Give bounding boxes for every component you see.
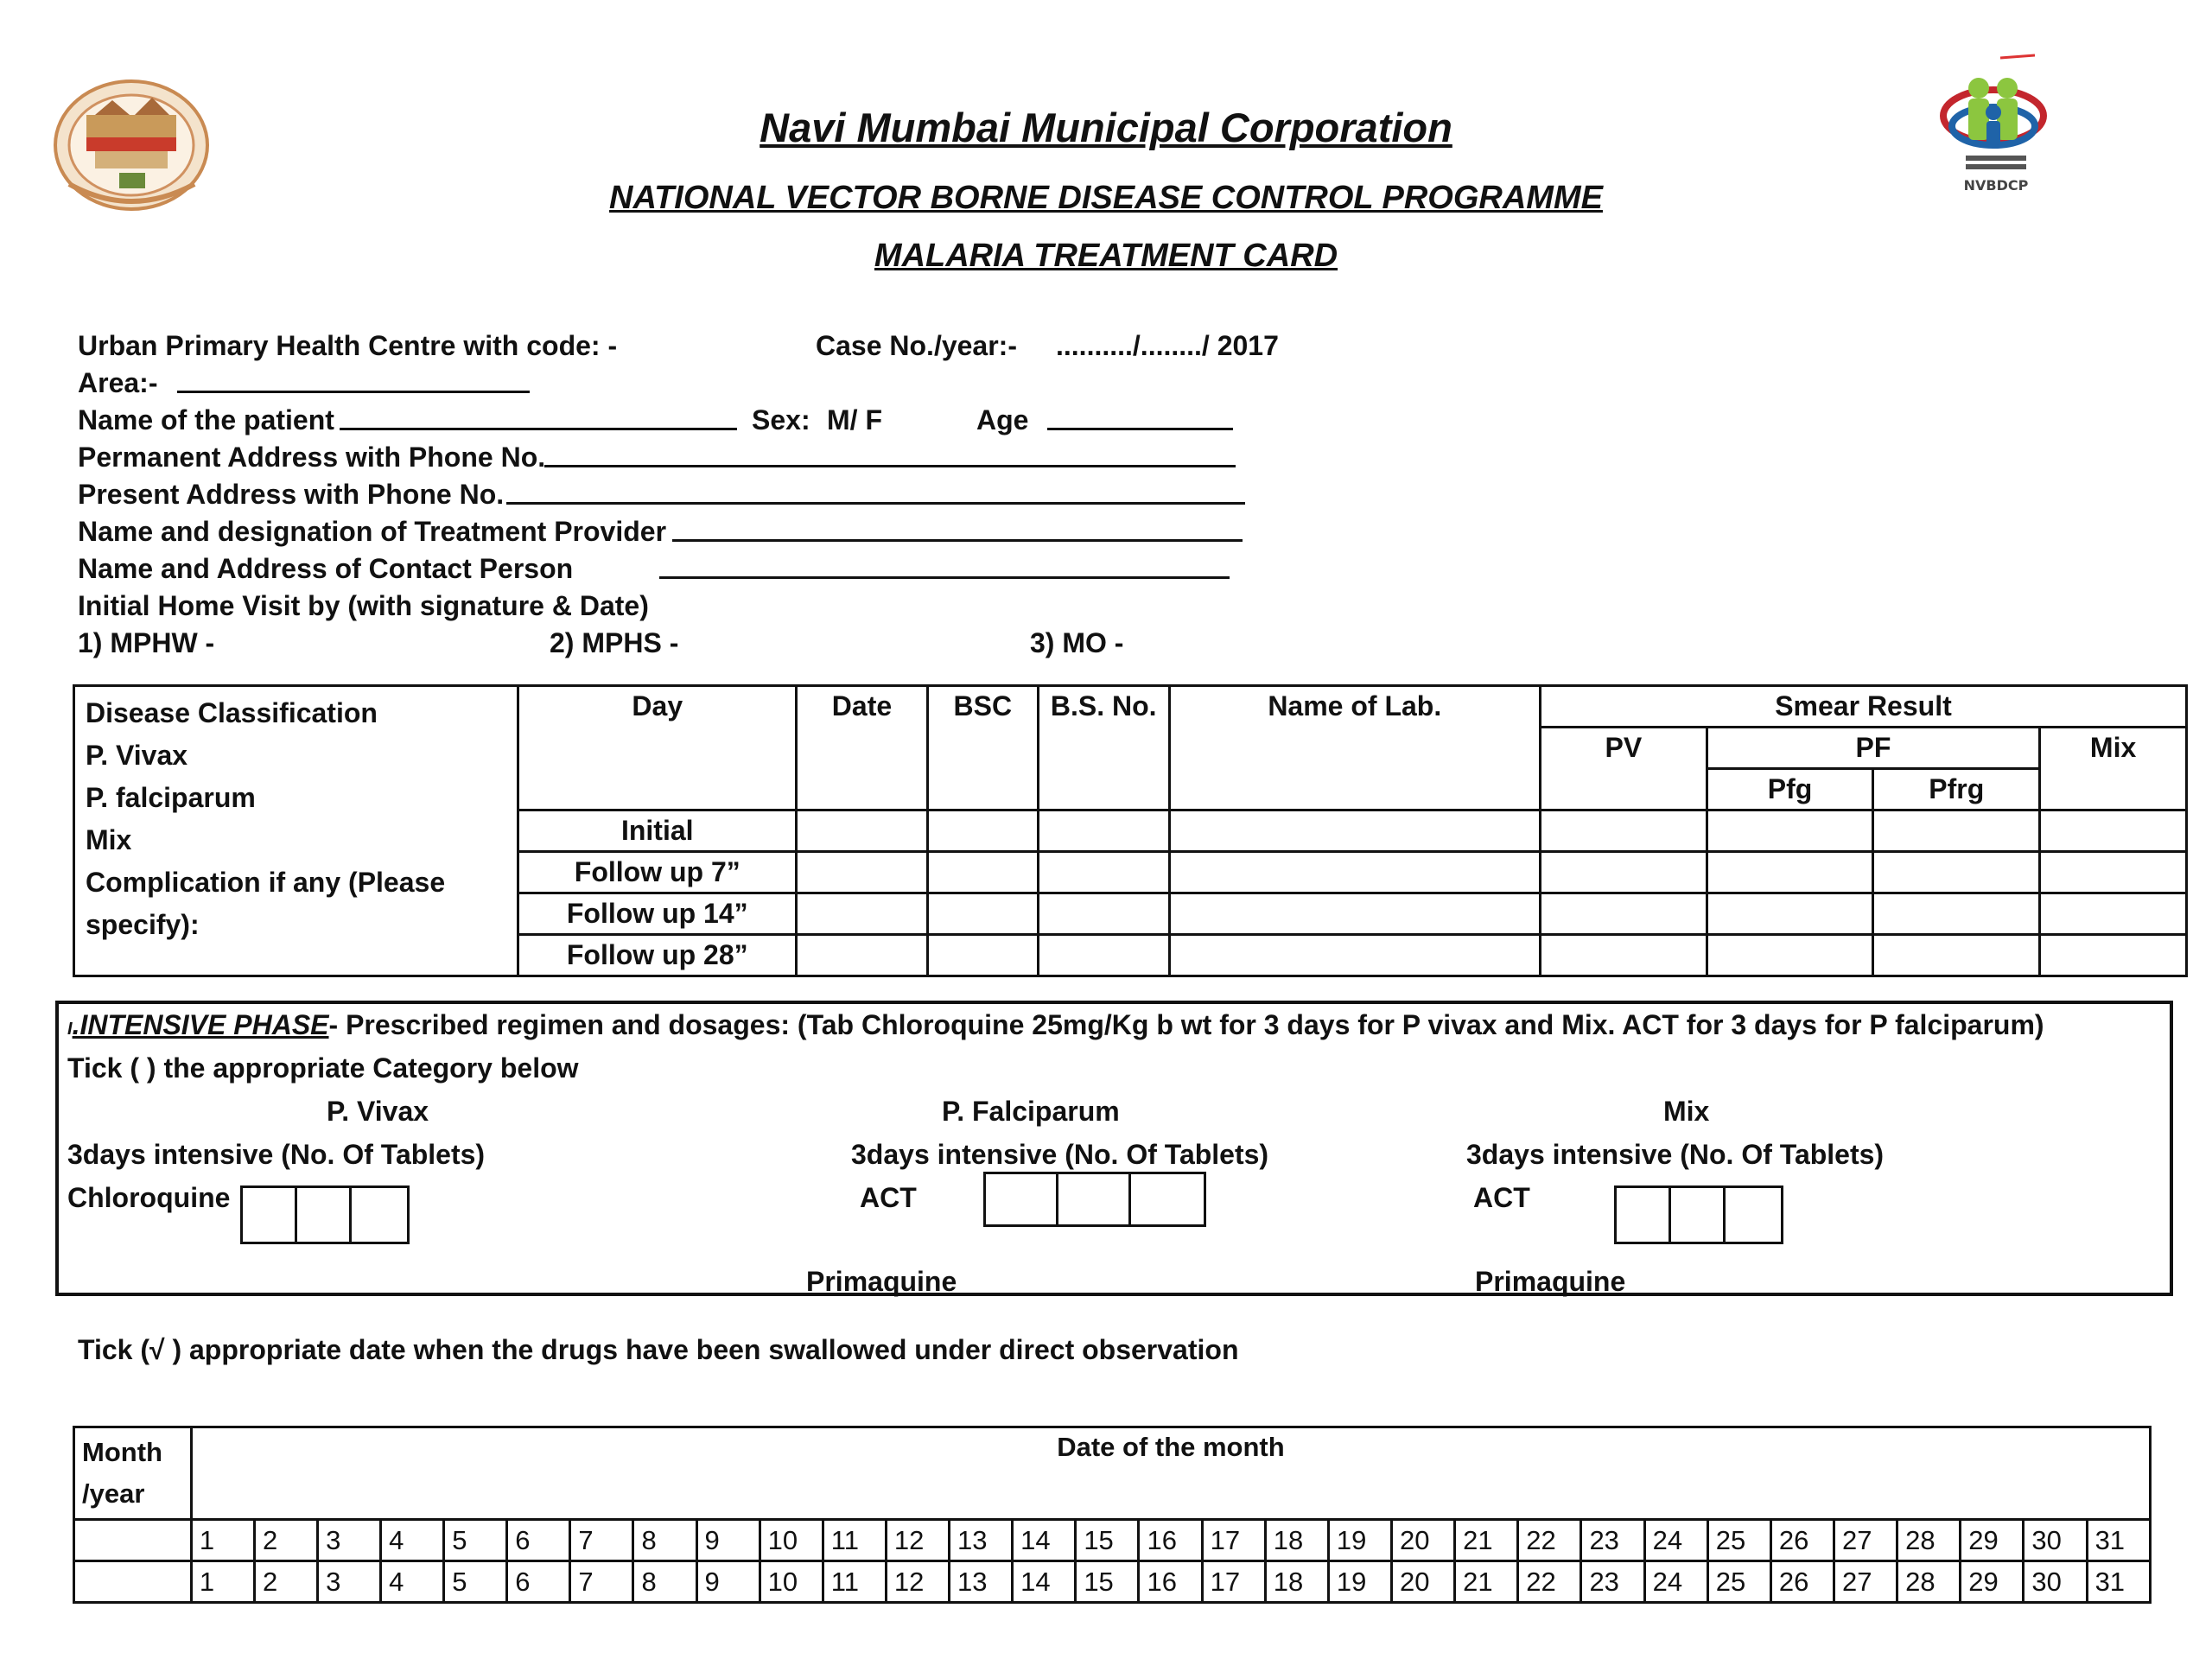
smear-result-header: Smear Result: [1540, 686, 2186, 728]
lab-header: Name of Lab.: [1169, 686, 1540, 810]
tablet-box[interactable]: [1671, 1188, 1726, 1242]
complication-label: Complication if any (Please: [86, 867, 446, 898]
month-year-cell[interactable]: [74, 1561, 192, 1603]
age-label: Age: [976, 404, 1029, 435]
tablet-box[interactable]: [352, 1188, 407, 1242]
date-cell[interactable]: 15: [1076, 1520, 1139, 1561]
date-cell[interactable]: 27: [1834, 1520, 1897, 1561]
date-cell[interactable]: 24: [1644, 1561, 1707, 1603]
date-cell[interactable]: 25: [1707, 1520, 1770, 1561]
table-cell[interactable]: [2040, 852, 2187, 893]
table-cell[interactable]: [1038, 935, 1169, 976]
date-cell[interactable]: 13: [950, 1561, 1013, 1603]
classification-table: [73, 684, 2188, 977]
date-cell[interactable]: 2: [254, 1561, 317, 1603]
table-cell[interactable]: [1873, 935, 2040, 976]
present-addr-label: Present Address with Phone No.: [78, 479, 505, 510]
table-cell[interactable]: [797, 852, 928, 893]
date-cell[interactable]: 2: [254, 1520, 317, 1561]
date-cell[interactable]: 5: [444, 1520, 507, 1561]
day-follow-up-28: Follow up 28”: [518, 935, 797, 976]
table-cell[interactable]: [1707, 893, 1873, 935]
month-year-header: [74, 1427, 192, 1520]
date-cell[interactable]: 17: [1202, 1561, 1265, 1603]
date-cell[interactable]: 12: [886, 1520, 949, 1561]
tablet-box[interactable]: [1131, 1174, 1204, 1224]
date-cell[interactable]: 11: [823, 1561, 886, 1603]
vivax-drug-label: Chloroquine: [67, 1182, 231, 1213]
table-cell[interactable]: [927, 810, 1038, 852]
date-cell[interactable]: 23: [1581, 1561, 1644, 1603]
pf-header: PF: [1707, 728, 2039, 769]
bsc-header: BSC: [927, 686, 1038, 810]
date-cell[interactable]: 1: [191, 1520, 254, 1561]
date-cell[interactable]: 26: [1770, 1561, 1834, 1603]
date-cell[interactable]: 14: [1013, 1520, 1076, 1561]
table-cell[interactable]: [2040, 935, 2187, 976]
visit-mphs: 2) MPHS -: [550, 627, 679, 658]
date-cell[interactable]: 10: [760, 1561, 823, 1603]
table-cell[interactable]: [1540, 893, 1707, 935]
act-tablet-boxes-falciparum[interactable]: [983, 1172, 1206, 1227]
date-cell[interactable]: 21: [1455, 1520, 1518, 1561]
phase-label: .INTENSIVE PHASE: [72, 1009, 329, 1040]
visit-mo: 3) MO -: [1030, 627, 1124, 658]
day-header: Day: [518, 686, 797, 810]
mix-primaquine-label: Primaquine: [1475, 1266, 1626, 1297]
table-cell[interactable]: [1169, 935, 1540, 976]
category-p-falciparum[interactable]: P. Falciparum: [942, 1096, 1120, 1127]
table-cell[interactable]: [927, 935, 1038, 976]
table-cell[interactable]: [1540, 852, 1707, 893]
falciparum-drug-label: ACT: [860, 1182, 917, 1213]
date-cell[interactable]: 28: [1897, 1561, 1961, 1603]
date-cell[interactable]: 29: [1961, 1561, 2024, 1603]
table-cell[interactable]: [1707, 852, 1873, 893]
day-follow-up-14: Follow up 14”: [518, 893, 797, 935]
date-cell[interactable]: 19: [1328, 1561, 1391, 1603]
contact-field[interactable]: [659, 553, 1230, 579]
date-of-month-header: Date of the month: [191, 1427, 2150, 1520]
contact-label: Name and Address of Contact Person: [78, 553, 574, 584]
date-cell[interactable]: 28: [1897, 1520, 1961, 1561]
date-cell[interactable]: 21: [1455, 1561, 1518, 1603]
tick-instruction: Tick ( ) the appropriate Category below: [67, 1052, 579, 1084]
uphc-label: Urban Primary Health Centre with code: -: [78, 330, 618, 361]
table-cell[interactable]: [1038, 810, 1169, 852]
tablet-box[interactable]: [986, 1174, 1058, 1224]
date-cell[interactable]: 16: [1139, 1520, 1202, 1561]
year-label: /year: [82, 1478, 145, 1509]
intensive-phase-line: [67, 1009, 2044, 1041]
date-cell[interactable]: 12: [886, 1561, 949, 1603]
date-cell[interactable]: 3: [318, 1561, 381, 1603]
provider-label: Name and designation of Treatment Provider: [78, 516, 667, 547]
org-title: Navi Mumbai Municipal Corporation: [760, 105, 1452, 150]
mix-subheading: 3days intensive (No. Of Tablets): [1466, 1139, 1885, 1170]
programme-title: NATIONAL VECTOR BORNE DISEASE CONTROL PROGRAMME: [609, 180, 1603, 216]
date-cell[interactable]: 6: [507, 1561, 570, 1603]
option-p-falciparum[interactable]: P. falciparum: [86, 782, 256, 813]
perm-addr-field[interactable]: [544, 442, 1236, 467]
date-cell[interactable]: 9: [696, 1561, 760, 1603]
date-cell[interactable]: 7: [570, 1520, 633, 1561]
date-cell[interactable]: 10: [760, 1520, 823, 1561]
classification-heading: Disease Classification: [86, 697, 378, 728]
visit-mphw: 1) MPHW -: [78, 627, 215, 658]
date-cell[interactable]: 9: [696, 1520, 760, 1561]
month-year-cell[interactable]: [74, 1520, 192, 1561]
disease-classification-cell: [74, 686, 518, 976]
date-cell[interactable]: 7: [570, 1561, 633, 1603]
bs-no-header: B.S. No.: [1038, 686, 1169, 810]
date-cell[interactable]: 4: [381, 1561, 444, 1603]
case-label: Case No./year:-: [816, 330, 1017, 361]
table-cell[interactable]: [2040, 893, 2187, 935]
day-initial: Initial: [518, 810, 797, 852]
month-label: Month: [82, 1437, 162, 1467]
table-cell[interactable]: [927, 852, 1038, 893]
patient-name-field[interactable]: [340, 404, 737, 430]
date-cell[interactable]: 25: [1707, 1561, 1770, 1603]
table-cell[interactable]: [1707, 935, 1873, 976]
date-cell[interactable]: 8: [633, 1561, 696, 1603]
date-cell[interactable]: 20: [1392, 1561, 1455, 1603]
date-cell[interactable]: 27: [1834, 1561, 1897, 1603]
date-cell[interactable]: 15: [1076, 1561, 1139, 1603]
tablet-box[interactable]: [1058, 1174, 1131, 1224]
pfg-header: Pfg: [1707, 769, 1873, 810]
pv-header: PV: [1540, 728, 1707, 810]
table-cell[interactable]: [1873, 852, 2040, 893]
sex-value: M/ F: [827, 404, 882, 435]
present-addr-field[interactable]: [506, 479, 1245, 505]
table-cell[interactable]: [1540, 810, 1707, 852]
complication-label-cont: specify):: [86, 909, 200, 940]
patient-label: Name of the patient: [78, 404, 334, 435]
date-cell[interactable]: 26: [1770, 1520, 1834, 1561]
date-cell[interactable]: 24: [1644, 1520, 1707, 1561]
table-cell[interactable]: [1873, 810, 2040, 852]
date-cell[interactable]: 8: [633, 1520, 696, 1561]
date-cell[interactable]: 4: [381, 1520, 444, 1561]
regimen-text: - Prescribed regimen and dosages: (Tab Chloroquine 25mg/Kg b wt for 3 days for P vivax and Mix. ACT for 3 days for P falciparum): [328, 1009, 2044, 1040]
table-cell[interactable]: [797, 935, 928, 976]
date-cell[interactable]: 31: [2087, 1520, 2150, 1561]
card-title: MALARIA TREATMENT CARD: [874, 238, 1338, 274]
date-cell[interactable]: 22: [1518, 1520, 1581, 1561]
dot-instruction: Tick (√ ) appropriate date when the drugs have been swallowed under direct observation: [78, 1334, 1239, 1365]
table-cell[interactable]: [1540, 935, 1707, 976]
act-tablet-boxes-mix[interactable]: [1614, 1185, 1783, 1244]
table-cell[interactable]: [797, 893, 928, 935]
svg-text:NVBDCP: NVBDCP: [1963, 177, 2029, 194]
day-follow-up-7: Follow up 7”: [518, 852, 797, 893]
chloroquine-tablet-boxes[interactable]: [240, 1185, 410, 1244]
table-cell[interactable]: [1169, 852, 1540, 893]
date-header: Date: [797, 686, 928, 810]
date-cell[interactable]: 14: [1013, 1561, 1076, 1603]
pfrg-header: Pfrg: [1873, 769, 2040, 810]
date-cell[interactable]: 1: [191, 1561, 254, 1603]
table-cell[interactable]: [797, 810, 928, 852]
table-cell[interactable]: [2040, 810, 2187, 852]
provider-field[interactable]: [672, 516, 1243, 542]
home-visit-label: Initial Home Visit by (with signature & Date): [78, 590, 649, 621]
table-cell[interactable]: [1169, 893, 1540, 935]
sex-label: Sex:: [752, 404, 810, 435]
perm-addr-label: Permanent Address with Phone No.: [78, 442, 546, 473]
date-of-month-table: [73, 1426, 2152, 1604]
falciparum-subheading: 3days intensive (No. Of Tablets): [851, 1139, 1269, 1170]
phase-number: I: [67, 1020, 73, 1039]
tablet-box[interactable]: [1726, 1188, 1781, 1242]
date-cell[interactable]: 16: [1139, 1561, 1202, 1603]
date-cell[interactable]: 5: [444, 1561, 507, 1603]
date-cell[interactable]: 6: [507, 1520, 570, 1561]
date-cell[interactable]: 11: [823, 1520, 886, 1561]
date-cell[interactable]: 17: [1202, 1520, 1265, 1561]
area-field[interactable]: [177, 367, 530, 393]
date-cell[interactable]: 30: [2024, 1520, 2087, 1561]
date-cell[interactable]: 29: [1961, 1520, 2024, 1561]
option-p-vivax[interactable]: P. Vivax: [86, 740, 188, 771]
date-cell[interactable]: 23: [1581, 1520, 1644, 1561]
tablet-box[interactable]: [297, 1188, 352, 1242]
table-cell[interactable]: [1707, 810, 1873, 852]
date-cell[interactable]: 19: [1328, 1520, 1391, 1561]
date-cell[interactable]: 22: [1518, 1561, 1581, 1603]
table-cell[interactable]: [1169, 810, 1540, 852]
tablet-box[interactable]: [1617, 1188, 1671, 1242]
table-cell[interactable]: [1873, 893, 2040, 935]
category-mix[interactable]: Mix: [1663, 1096, 1710, 1127]
date-cell[interactable]: 13: [950, 1520, 1013, 1561]
date-cell[interactable]: 18: [1265, 1561, 1328, 1603]
area-label: Area:-: [78, 367, 158, 398]
option-mix[interactable]: Mix: [86, 824, 132, 855]
vivax-subheading: 3days intensive (No. Of Tablets): [67, 1139, 486, 1170]
tablet-box[interactable]: [243, 1188, 297, 1242]
date-cell[interactable]: 31: [2087, 1561, 2150, 1603]
table-cell[interactable]: [927, 893, 1038, 935]
age-field[interactable]: [1047, 404, 1233, 430]
mix-drug-label: ACT: [1473, 1182, 1530, 1213]
mix-header: Mix: [2040, 728, 2187, 810]
table-cell[interactable]: [1038, 852, 1169, 893]
date-cell[interactable]: 30: [2024, 1561, 2087, 1603]
falciparum-primaquine-label: Primaquine: [806, 1266, 957, 1297]
date-cell[interactable]: 3: [318, 1520, 381, 1561]
date-cell[interactable]: 18: [1265, 1520, 1328, 1561]
category-p-vivax[interactable]: P. Vivax: [327, 1096, 429, 1127]
date-cell[interactable]: 20: [1392, 1520, 1455, 1561]
case-value: ........../......../ 2017: [1056, 330, 1279, 361]
table-cell[interactable]: [1038, 893, 1169, 935]
